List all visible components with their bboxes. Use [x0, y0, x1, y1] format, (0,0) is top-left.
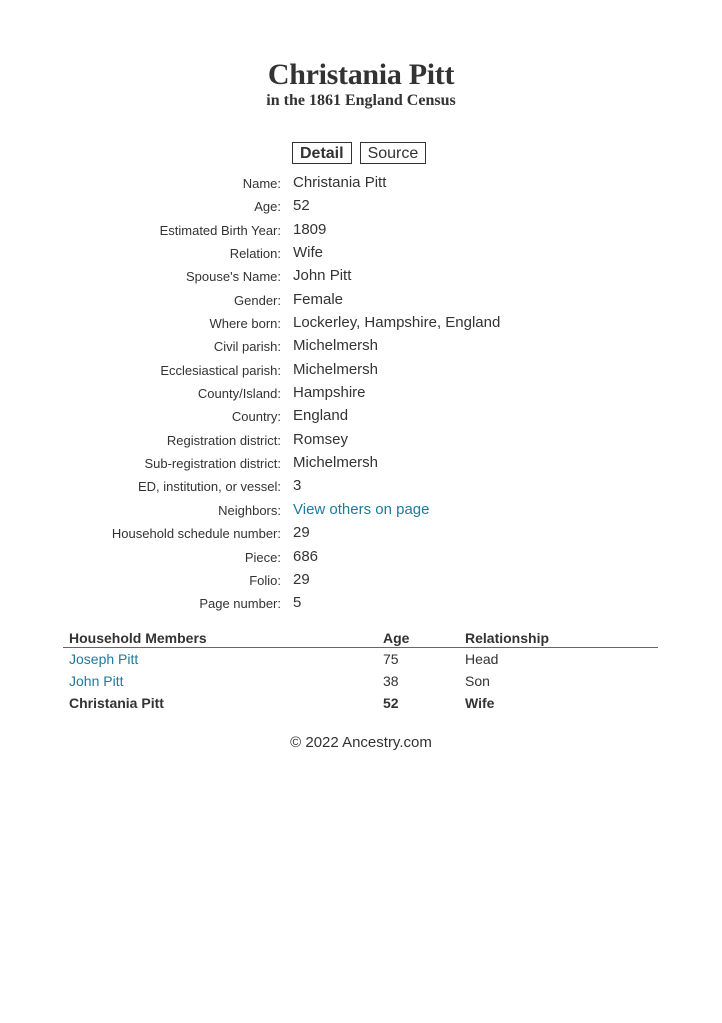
detail-value: Michelmersh	[293, 360, 379, 378]
tab-detail[interactable]: Detail	[292, 142, 352, 164]
detail-label: Ecclesiastical parish:	[160, 362, 281, 378]
detail-value: England	[293, 407, 349, 425]
detail-label: Folio:	[249, 572, 281, 588]
detail-row-page-number	[0, 592, 722, 615]
detail-value: 3	[293, 477, 302, 495]
detail-label: Page number:	[199, 596, 281, 612]
record-details	[0, 172, 722, 616]
detail-value: 1809	[293, 220, 327, 238]
detail-label: Neighbors:	[218, 502, 281, 518]
page-title: Christania Pitt	[267, 58, 455, 91]
detail-row-household-schedule	[0, 522, 722, 545]
table-row	[63, 648, 658, 670]
detail-row-county	[0, 382, 722, 405]
copyright-footer: © 2022 Ancestry.com	[290, 734, 432, 751]
household-member-link[interactable]: Joseph Pitt	[69, 651, 139, 667]
member-relationship: Son	[465, 673, 490, 689]
detail-row-name	[0, 172, 722, 195]
detail-value: Female	[293, 290, 344, 308]
detail-label: Country:	[231, 409, 281, 425]
table-row-current-person	[63, 692, 658, 714]
household-member-link[interactable]: John Pitt	[69, 673, 124, 689]
detail-row-piece	[0, 546, 722, 569]
detail-row-ecclesiastical-parish	[0, 359, 722, 382]
household-members-table	[63, 629, 658, 714]
detail-row-spouse	[0, 265, 722, 288]
detail-value: Hampshire	[293, 384, 366, 402]
column-header-name: Household Members	[69, 630, 207, 646]
detail-label: ED, institution, or vessel:	[137, 479, 281, 495]
detail-row-country	[0, 405, 722, 428]
detail-label: Where born:	[209, 316, 281, 332]
detail-value: Wife	[293, 244, 323, 262]
member-relationship: Wife	[465, 695, 495, 711]
detail-label: Age:	[254, 199, 281, 215]
detail-row-ed	[0, 475, 722, 498]
detail-label: Name:	[242, 176, 281, 191]
member-name: Christania Pitt	[69, 695, 164, 711]
table-header	[63, 629, 658, 648]
detail-row-civil-parish	[0, 335, 722, 358]
detail-row-relation	[0, 242, 722, 265]
detail-value: Michelmersh	[293, 337, 379, 355]
detail-row-where-born	[0, 312, 722, 335]
detail-value: 29	[293, 524, 310, 542]
detail-label: County/Island:	[197, 386, 281, 402]
detail-value: 52	[293, 197, 310, 215]
detail-row-folio	[0, 569, 722, 592]
column-header-relationship: Relationship	[465, 630, 550, 646]
detail-label: Registration district:	[166, 432, 281, 448]
member-age: 52	[383, 695, 399, 711]
detail-value: 686	[293, 547, 319, 565]
detail-value: Romsey	[293, 430, 349, 448]
detail-label: Relation:	[229, 246, 281, 262]
detail-value: Christania Pitt	[293, 174, 387, 191]
detail-row-neighbors	[0, 499, 722, 522]
detail-label: Sub-registration district:	[144, 456, 281, 472]
detail-row-sub-registration-district	[0, 452, 722, 475]
table-row	[63, 670, 658, 692]
view-others-link[interactable]: View others on page	[293, 500, 430, 518]
detail-label: Piece:	[244, 549, 281, 565]
member-age: 38	[383, 673, 399, 689]
detail-value: John Pitt	[293, 267, 352, 285]
detail-value: 29	[293, 570, 310, 588]
detail-value: Lockerley, Hampshire, England	[293, 314, 501, 332]
detail-value: 5	[293, 594, 302, 612]
member-age: 75	[383, 651, 399, 667]
detail-label: Estimated Birth Year:	[159, 222, 281, 238]
detail-value: Michelmersh	[293, 454, 379, 472]
detail-row-age	[0, 195, 722, 218]
record-tabs	[292, 142, 426, 164]
page-subtitle: in the 1861 England Census	[266, 92, 456, 109]
detail-row-registration-district	[0, 429, 722, 452]
detail-label: Gender:	[234, 292, 281, 308]
detail-label: Household schedule number:	[111, 526, 281, 542]
member-relationship: Head	[465, 651, 499, 667]
detail-row-gender	[0, 289, 722, 312]
column-header-age: Age	[383, 630, 410, 646]
detail-label: Civil parish:	[213, 339, 281, 355]
detail-row-birth-year	[0, 219, 722, 242]
tab-source[interactable]: Source	[360, 142, 427, 164]
detail-label: Spouse's Name:	[186, 269, 281, 285]
